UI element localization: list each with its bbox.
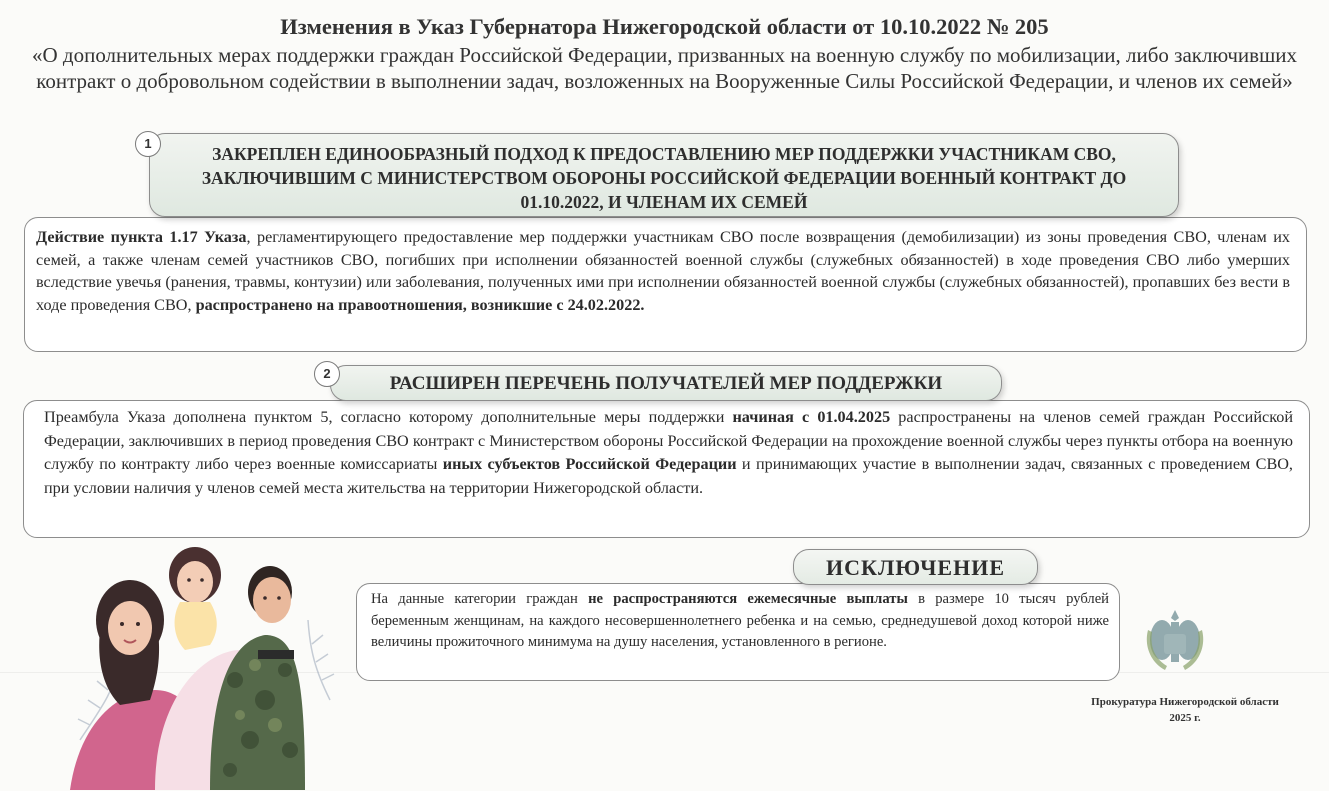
footer-organization: Прокуратура Нижегородской области [1091,696,1279,708]
section-1-body-bold-end: распространено на правоотношения, возникшие с 24.02.2022. [195,295,645,314]
footer [1050,694,1320,726]
section-2-body-text-3: и принимающих участие в выполнении задач, связанных с проведением СВО, при условии наличия у членов семей места жительства на территории Нижегородской области. [44,455,1293,497]
section-2-body-bold-subjects: иных субъектов Российской Федерации [442,455,737,473]
section-2-heading: РАСШИРЕН ПЕРЕЧЕНЬ ПОЛУЧАТЕЛЕЙ МЕР ПОДДЕРЖКИ [330,365,1002,401]
section-2-body-text-1: Преамбула Указа дополнена пунктом 5, согласно которому дополнительные меры поддержки [44,408,733,426]
exception-body [356,583,1120,681]
page-title: Изменения в Указ Губернатора Нижегородской области от 10.10.2022 № 205 [280,14,1049,39]
exception-body-text-1: На данные категории граждан [371,591,589,607]
section-2-body-bold-date: начиная с 01.04.2025 [732,408,891,426]
exception-heading: ИСКЛЮЧЕНИЕ [793,549,1038,585]
section-1-body-bold-start: Действие пункта 1.17 Указа [36,228,247,246]
section-2-body-text-2: распространены на членов семей граждан Российской Федерации, заключивших в период проведения СВО контракт с Министерством обороны Российской Федерации на прохождение военной службы через пункты отбора на военную службу по контракту либо через военные комиссариаты [44,408,1293,473]
section-1-body-text: , регламентирующего предоставление мер поддержки участникам СВО после возвращения (демобилизации) из зоны проведения СВО, членам их семей, а также членам семей участников СВО, погибших при исполнении обязанностей военной службы (служебных обязанностей) в ходе проведения СВО либо умерших вследствие увечья (ранения, травмы, контузии) или заболевания, полученных ими при исполнении обязанностей военной службы (служебных обязанностей), пропавших без вести в ходе проведения СВО, [36,228,1290,314]
section-2-body [23,400,1310,538]
family-illustration-icon [60,540,350,790]
section-1-heading: ЗАКРЕПЛЕН ЕДИНООБРАЗНЫЙ ПОДХОД К ПРЕДОСТАВЛЕНИЮ МЕР ПОДДЕРЖКИ УЧАСТНИКАМ СВО, ЗАКЛЮЧИВШИМ С МИНИСТЕРСТВОМ ОБОРОНЫ РОССИЙСКОЙ ФЕДЕРАЦИИ ВОЕННЫЙ КОНТРАКТ ДО 01.10.2022, И ЧЛЕНАМ ИХ СЕМЕЙ [149,133,1179,217]
exception-body-text-2: в размере 10 тысяч рублей беременным женщинам, на каждого несовершеннолетнего ребенка и на семью, среднедушевой доход которой ниже величины прожиточного минимума на душу населения, установленного в регионе. [371,591,1109,650]
prosecutor-emblem-icon [1140,600,1210,680]
page-subtitle: «О дополнительных мерах поддержки граждан Российской Федерации, призванных на военную службу по мобилизации, либо заключивших контракт о добровольном содействии в выполнении задач, возложенных на Вооруженные Силы Российской Федерации, и членов их семей» [32,43,1297,93]
footer-year: 2025 г. [1169,712,1201,724]
section-1-number-badge: 1 [135,131,161,157]
section-2-number-badge: 2 [314,361,340,387]
exception-body-bold: не распространяются ежемесячные выплаты [588,591,908,607]
section-1-body [24,217,1307,352]
